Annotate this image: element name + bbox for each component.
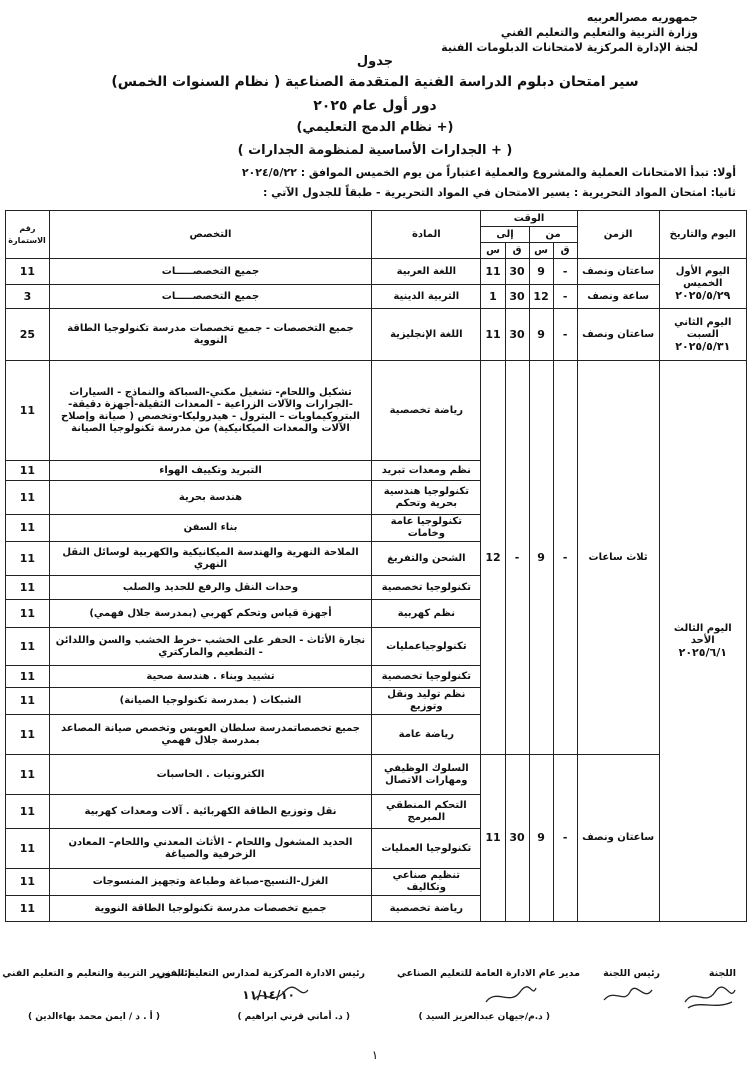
duration-cell: ساعتان ونصف bbox=[577, 755, 659, 922]
spec-cell: جميع تخصصاتمدرسة سلطان العويس وتخصص صيانة المصاعد بمدرسة جلال فهمي bbox=[49, 715, 371, 755]
central-admin-name: ( د. أماني قرني ابراهيم ) bbox=[237, 1012, 350, 1022]
general-manager-label: مدير عام الادارة العامة للتعليم الصناعي bbox=[397, 968, 580, 979]
from-q-cell: - bbox=[553, 755, 577, 922]
note-competencies: ( + الجدارات الأساسية لمنظومة الجدارات ) bbox=[237, 143, 513, 158]
from-s-cell: 9 bbox=[529, 755, 553, 922]
header-specialization: التخصص bbox=[49, 211, 371, 259]
spec-cell: وحدات النقل والرفع للحديد والصلب bbox=[49, 576, 371, 600]
form-cell: 11 bbox=[6, 688, 50, 715]
spec-cell: الشبكات ( بمدرسة تكنولوجيا الصيانة) bbox=[49, 688, 371, 715]
form-cell: 11 bbox=[6, 600, 50, 628]
second-note: ثانيا: امتحان المواد التحريرية : يسير الامتحان في المواد التحريرية - طبقاً للجدول الآتي : bbox=[262, 186, 736, 199]
document-title: سير امتحان دبلوم الدراسة الفنية المتقدمة الصناعية ( نظام السنوات الخمس) bbox=[111, 74, 639, 90]
table-row bbox=[6, 285, 747, 309]
header-form: رقم الاستمارة bbox=[6, 211, 50, 259]
table-row bbox=[6, 361, 747, 461]
to-q-cell: 30 bbox=[505, 755, 529, 922]
spec-cell: التبريد وتكييف الهواء bbox=[49, 461, 371, 481]
head-signature bbox=[600, 984, 655, 1008]
to-s-cell: 11 bbox=[481, 755, 505, 922]
from-q-cell: - bbox=[553, 309, 577, 361]
spec-cell: نجارة الأثاث - الحفر على الخشب -خرط الخشب والسن واللدائن - التطعيم والماركتري bbox=[49, 628, 371, 666]
subject-cell: اللغة العربية bbox=[372, 259, 481, 285]
header-q: ق bbox=[505, 243, 529, 259]
from-s-cell: 9 bbox=[529, 361, 553, 755]
spec-cell: جميع التخصصـــــات bbox=[49, 259, 371, 285]
gm-signature bbox=[480, 982, 540, 1010]
duration-cell: ساعة ونصف bbox=[577, 285, 659, 309]
form-cell: 11 bbox=[6, 628, 50, 666]
first-note: أولا: تبدأ الامتحانات العملية والمشروع والعملية اعتباراً من يوم الخميس الموافق : ٢٠٢٤/٥/٢٢ bbox=[241, 166, 736, 179]
subject-cell: رياضة تخصصية bbox=[372, 361, 481, 461]
to-s-cell: 11 bbox=[481, 309, 505, 361]
spec-cell: هندسة بحرية bbox=[49, 481, 371, 515]
from-s-cell: 9 bbox=[529, 309, 553, 361]
spec-cell: أجهزة قياس وتحكم كهربي (بمدرسة جلال فهمي) bbox=[49, 600, 371, 628]
central-admin-label: رئيس الادارة المركزية لمدارس التعليم الفني bbox=[157, 968, 365, 979]
subject-cell: نظم كهربية bbox=[372, 600, 481, 628]
form-cell: 11 bbox=[6, 666, 50, 688]
spec-cell: تشييد وبناء . هندسة صحية bbox=[49, 666, 371, 688]
day-cell: اليوم الثاني السبت ٢٠٢٥/٥/٣١ bbox=[659, 309, 746, 361]
form-cell: 11 bbox=[6, 515, 50, 542]
form-cell: 11 bbox=[6, 896, 50, 922]
form-cell: 25 bbox=[6, 309, 50, 361]
header-s: س bbox=[481, 243, 505, 259]
general-manager-name: ( د.م/جيهان عبدالعزيز السيد ) bbox=[418, 1012, 550, 1022]
form-cell: 3 bbox=[6, 285, 50, 309]
subject-cell: نظم توليد ونقل وتوزيع bbox=[372, 688, 481, 715]
table-word: جدول bbox=[356, 54, 394, 69]
subject-cell: تكنولوجيا تخصصية bbox=[372, 576, 481, 600]
header-from: من bbox=[529, 227, 577, 243]
subject-cell: تكنولوجيا هندسية بحرية وتحكم bbox=[372, 481, 481, 515]
duration-cell: ساعتان ونصف bbox=[577, 259, 659, 285]
table-row bbox=[6, 259, 747, 285]
page-number: ١ bbox=[371, 1048, 379, 1062]
to-s-cell: 12 bbox=[481, 361, 505, 755]
header-q: ق bbox=[553, 243, 577, 259]
from-s-cell: 9 bbox=[529, 259, 553, 285]
spec-cell: جميع التخصصات - جميع تخصصات مدرسة تكنولوجيا الطاقة النووية bbox=[49, 309, 371, 361]
header-line: جمهوريه مصرالعربيه bbox=[586, 11, 698, 24]
form-cell: 11 bbox=[6, 481, 50, 515]
spec-cell: الكترونيات . الحاسبات bbox=[49, 755, 371, 795]
signature-footer bbox=[0, 968, 750, 1028]
to-q-cell: 30 bbox=[505, 259, 529, 285]
ministry-header bbox=[441, 10, 698, 55]
form-cell: 11 bbox=[6, 869, 50, 896]
header-s: س bbox=[529, 243, 553, 259]
day-cell: اليوم الأول الخميس ٢٠٢٥/٥/٢٩ bbox=[659, 259, 746, 309]
header-day: اليوم والتاريخ bbox=[659, 211, 746, 259]
spec-cell: بناء السفن bbox=[49, 515, 371, 542]
header-line: لجنة الإدارة المركزية لامتحانات الدبلومات الفنية bbox=[441, 41, 698, 54]
deputy-minister-label: نائب وزير التربية والتعليم و التعليم الفني bbox=[2, 968, 195, 979]
spec-cell: تشكيل واللحام- تشغيل مكني-السباكة والنماذج - السيارات -الجرارات والآلات الزراعية - المعدات الثقيلة-أجهزة دقيقة- البتروكيماويات – البترول - هيدروليكا-وتخصص ( صيانة وإصلاح الآلات والمعدات الميكانيكية) من مدرسة تكنولوجيا الصيانة bbox=[49, 361, 371, 461]
subject-cell: تكنولوجيا عامة وخامات bbox=[372, 515, 481, 542]
header-line: وزارة التربية والتعليم والتعليم الفني bbox=[500, 26, 698, 39]
subject-cell: السلوك الوظيفي ومهارات الاتصال bbox=[372, 755, 481, 795]
note-merge: (+ نظام الدمج التعليمي) bbox=[296, 120, 454, 135]
header-to: إلى bbox=[481, 227, 529, 243]
spec-cell: الغزل-النسيج-صباغة وطباعة وتجهيز المنسوجات bbox=[49, 869, 371, 896]
header-time: الوقت bbox=[481, 211, 577, 227]
subject-cell: تكنولوجياعمليات bbox=[372, 628, 481, 666]
subject-cell: تنظيم صناعي وتكاليف bbox=[372, 869, 481, 896]
subject-cell: تكنولوجيا العمليات bbox=[372, 829, 481, 869]
form-cell: 11 bbox=[6, 361, 50, 461]
date-stamp: ١١/١٤/١٠ bbox=[242, 988, 295, 1002]
spec-cell: جميع التخصصـــــات bbox=[49, 285, 371, 309]
header-subject: المادة bbox=[372, 211, 481, 259]
form-cell: 11 bbox=[6, 576, 50, 600]
subject-cell: الشحن والتفريغ bbox=[372, 542, 481, 576]
form-cell: 11 bbox=[6, 755, 50, 795]
form-cell: 11 bbox=[6, 259, 50, 285]
form-cell: 11 bbox=[6, 715, 50, 755]
subject-cell: رياضة تخصصية bbox=[372, 896, 481, 922]
form-cell: 11 bbox=[6, 795, 50, 829]
session-title: دور أول عام ٢٠٢٥ bbox=[313, 98, 437, 114]
spec-cell: جميع تخصصات مدرسة تكنولوجيا الطاقة النووية bbox=[49, 896, 371, 922]
to-q-cell: - bbox=[505, 361, 529, 755]
subject-cell: رياضة عامة bbox=[372, 715, 481, 755]
deputy-minister-name: ( أ . د / ايمن محمد بهاءالدين ) bbox=[27, 1012, 160, 1022]
table-row bbox=[6, 755, 747, 795]
subject-cell: التحكم المنطقي المبرمج bbox=[372, 795, 481, 829]
day-cell: اليوم الثالث الأحد ٢٠٢٥/٦/١ bbox=[659, 361, 746, 922]
form-cell: 11 bbox=[6, 542, 50, 576]
spec-cell: الملاحة النهرية والهندسة الميكانيكية والكهربية لوسائل النقل النهري bbox=[49, 542, 371, 576]
subject-cell: نظم ومعدات تبريد bbox=[372, 461, 481, 481]
duration-cell: ثلاث ساعات bbox=[577, 361, 659, 755]
subject-cell: اللغة الإنجليزية bbox=[372, 309, 481, 361]
subject-cell: التربية الدينية bbox=[372, 285, 481, 309]
spec-cell: الحديد المشغول واللحام - الأثاث المعدني واللحام– المعادن الزخرفية والصياغة bbox=[49, 829, 371, 869]
exam-schedule-table bbox=[5, 210, 747, 922]
from-q-cell: - bbox=[553, 259, 577, 285]
form-cell: 11 bbox=[6, 829, 50, 869]
subject-cell: تكنولوجيا تخصصية bbox=[372, 666, 481, 688]
to-q-cell: 30 bbox=[505, 309, 529, 361]
committee-head-label: رئيس اللجنة bbox=[603, 968, 660, 979]
spec-cell: نقل وتوزيع الطاقة الكهربائية . آلات ومعدات كهربية bbox=[49, 795, 371, 829]
to-s-cell: 1 bbox=[481, 285, 505, 309]
from-q-cell: - bbox=[553, 285, 577, 309]
table-row bbox=[6, 309, 747, 361]
from-s-cell: 12 bbox=[529, 285, 553, 309]
to-s-cell: 11 bbox=[481, 259, 505, 285]
from-q-cell: - bbox=[553, 361, 577, 755]
form-cell: 11 bbox=[6, 461, 50, 481]
to-q-cell: 30 bbox=[505, 285, 529, 309]
duration-cell: ساعتان ونصف bbox=[577, 309, 659, 361]
header-duration: الزمن bbox=[577, 211, 659, 259]
committee-label: اللجنة bbox=[708, 968, 736, 979]
central-signature bbox=[250, 982, 310, 1010]
committee-signature bbox=[680, 982, 740, 1012]
